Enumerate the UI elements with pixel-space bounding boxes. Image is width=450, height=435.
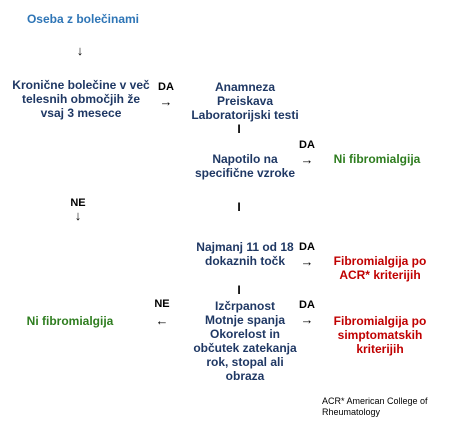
tender-points-node bbox=[180, 240, 310, 268]
start-node bbox=[18, 12, 148, 26]
yes-label: DA bbox=[299, 241, 315, 253]
right-arrow-icon: → bbox=[300, 312, 314, 327]
right-arrow-icon: → bbox=[159, 94, 173, 109]
symptoms-line-5: rok, stopal ali bbox=[206, 355, 284, 369]
footnote-line-2: Rheumatology bbox=[322, 407, 381, 417]
symptoms-line-1: Izčrpanost bbox=[214, 299, 275, 313]
symptoms-line-3: Okorelost in bbox=[209, 327, 280, 341]
yes-label: DA bbox=[299, 299, 315, 311]
acr-outcome-line-2: ACR* kriterijih bbox=[339, 268, 421, 282]
examination-line-3: Laboratorijski testi bbox=[191, 108, 299, 122]
tender-points-line-2: dokaznih točk bbox=[204, 254, 285, 268]
referral-node bbox=[180, 152, 310, 180]
left-arrow-icon: ← bbox=[155, 313, 169, 328]
examination-line-2: Preiskava bbox=[216, 94, 274, 108]
referral-line-1: Napotilo na bbox=[212, 152, 278, 166]
fibromyalgia-acr-outcome bbox=[322, 254, 438, 282]
footnote-line-1: ACR* American College of bbox=[322, 396, 428, 406]
right-arrow-icon: → bbox=[300, 254, 314, 269]
chronic-pain-line-2: telesnih območjih že bbox=[21, 92, 141, 106]
tender-points-line-1: Najmanj 11 od 18 bbox=[196, 240, 294, 254]
no-label: NE bbox=[70, 197, 86, 209]
no-fibromyalgia-outcome-top: Ni fibromialgija bbox=[333, 152, 421, 166]
referral-line-2: specifične vzroke bbox=[194, 166, 296, 180]
no-label: NE bbox=[154, 298, 170, 310]
footnote bbox=[322, 396, 428, 418]
connector-2: I bbox=[237, 200, 241, 214]
yes-label: DA bbox=[299, 139, 315, 151]
no-fibromyalgia-outcome-left: Ni fibromialgija bbox=[26, 314, 114, 328]
chronic-pain-node bbox=[2, 78, 160, 120]
symptoms-node bbox=[180, 299, 310, 383]
chronic-pain-line-3: vsaj 3 mesece bbox=[40, 106, 122, 120]
symptoms-line-6: obraza bbox=[225, 369, 265, 383]
symptoms-line-2: Motnje spanja bbox=[204, 313, 285, 327]
chronic-pain-line-1: Kronične bolečine v več bbox=[12, 78, 150, 92]
examination-node bbox=[180, 80, 310, 122]
start-label: Oseba z bolečinami bbox=[26, 12, 140, 26]
fibromyalgia-symptomatic-outcome bbox=[322, 314, 438, 356]
connector-1: I bbox=[237, 122, 241, 136]
right-arrow-icon: → bbox=[300, 152, 314, 167]
symptoms-line-4: občutek zatekanja bbox=[193, 341, 297, 355]
symptomatic-outcome-line-1: Fibromialgija po bbox=[333, 314, 427, 328]
symptomatic-outcome-line-2: simptomatskih bbox=[337, 328, 423, 342]
symptomatic-outcome-line-3: kriterijih bbox=[356, 342, 404, 356]
examination-line-1: Anamneza bbox=[214, 80, 276, 94]
down-arrow-icon: ↓ bbox=[76, 43, 84, 58]
yes-label: DA bbox=[158, 81, 174, 93]
down-arrow-icon: ↓ bbox=[74, 208, 82, 223]
connector-3: I bbox=[237, 283, 241, 297]
acr-outcome-line-1: Fibromialgija po bbox=[333, 254, 427, 268]
